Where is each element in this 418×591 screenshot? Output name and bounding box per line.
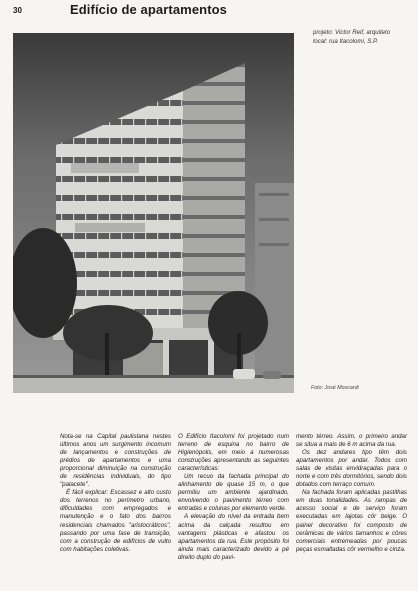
credit-location-row [313, 37, 413, 46]
col3-paragraph: Os dez andares tipo têm dois apartamentos por andar. Todos com salas de visitas envidraçadas para o norte e com três dormitórios, sendo dois dotados com terraço comum. [296, 449, 407, 489]
col2-paragraph: Um recuo da fachada principal do alinhamento de quase 15 m, o que permitiu um ambiente ajardinado, envolvendo o pavimento térreo com entradas e colunas por elemento verde. [178, 473, 289, 513]
col1-paragraph: Nota-se na Capital paulistana nestes últimos anos um surgimento incomum de lançamentos e construções de prédios de apartamentos e uma proporcional diminuição na construção de residências individuais, do tipo "palacete". [60, 433, 171, 489]
col1-paragraph: É fácil explicar: Escassez e alto custo dos terrenos no perímetro urbano, dificuldades com empregados e manutenção e o fato dos bairros residenciais chamados "aristocráticos", passando por uma fase de transição, com a construção de edifícios de vulto com habitações coletivas. [60, 489, 171, 553]
article-column-2 [178, 433, 289, 562]
photo-credit: Foto: José Moscardi [311, 385, 359, 391]
building-photo [13, 33, 294, 393]
article-column-1 [60, 433, 171, 554]
col2-paragraph: A elevação do nível da entrada bem acima da calçada resultou em vantagens plásticas e afastou os apartamentos da rua. Este propósito foi ainda mais caracterizado devido a pé direito duplo do pavi- [178, 513, 289, 561]
col3-paragraph: mento térreo. Assim, o primeiro andar se situa a mais de 6 m acima da rua. [296, 433, 407, 449]
col3-paragraph: Na fachada foram aplicadas pastilhas em duas tonalidades. As rampas de acesso social e de serviço foram executadas em lajotas côr beige. O painel decorativo foi composto de cerâmicas de vários tamanhos e côres comerciais entremeadas por poucas peças esmaltadas côr vermelho e cinza. [296, 489, 407, 553]
credit-project-label: projeto: [313, 29, 334, 36]
project-credits [313, 28, 413, 46]
credit-project-row [313, 28, 413, 37]
credit-location-label: local: [313, 38, 328, 45]
col2-paragraph: O Edifício Itacolomi foi projetado num terreno de esquina no bairro de Higienópolis, em meio a numerosas construções apresentando as seguintes características: [178, 433, 289, 473]
article-column-3 [296, 433, 407, 554]
credit-location-value: rua Itacolomi, S.P. [328, 38, 378, 45]
page-number: 30 [13, 6, 22, 15]
credit-project-value: Victor Reif, arquiteto [335, 29, 391, 36]
building-photo-icon [13, 33, 294, 393]
page-title: Edifício de apartamentos [70, 2, 227, 17]
